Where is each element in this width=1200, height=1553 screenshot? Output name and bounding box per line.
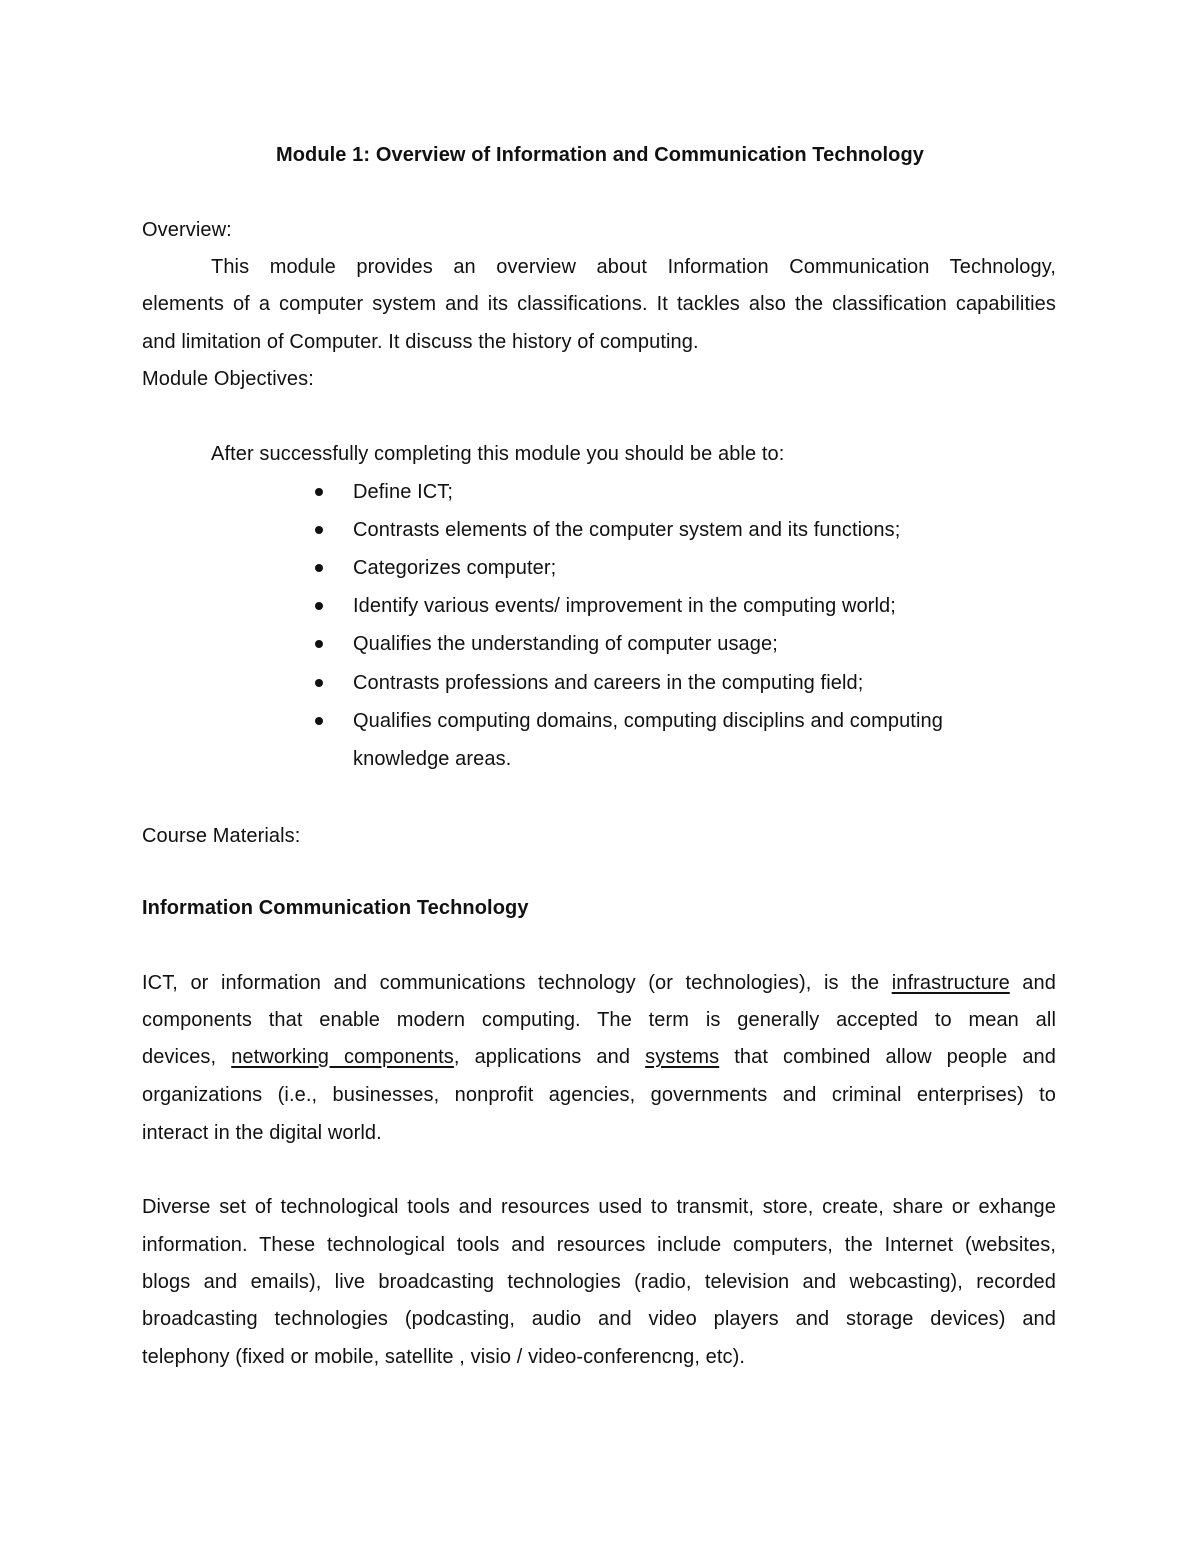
text-run: and [1022,972,1056,994]
text-run: , applications and [453,1046,631,1068]
objective-item: Contrasts elements of the computer system and its functions; [353,519,901,541]
text-run: ICT, or information and communications technology (or technologies), is the [142,972,880,994]
networking-components-link[interactable]: networking components [231,1046,454,1068]
bullet-icon [315,602,323,610]
paragraph1-line [142,1045,1056,1069]
systems-link[interactable]: systems [645,1046,720,1068]
paragraph2-line: information. These technological tools and resources include computers, the Internet (websites, [142,1234,1056,1256]
bullet-icon [315,564,323,572]
paragraph2-line: telephony (fixed or mobile, satellite , visio / video-conferencng, etc). [142,1346,746,1368]
objective-item: Categorizes computer; [353,557,557,579]
bullet-icon [315,488,323,496]
objective-item: Qualifies computing domains, computing disciplins and computing [353,710,943,732]
overview-label: Overview: [142,219,232,241]
objective-item: Contrasts professions and careers in the computing field; [353,672,864,694]
paragraph1-line: organizations (i.e., businesses, nonprofit agencies, governments and criminal enterprises) to [142,1084,1056,1106]
text-run: devices, [142,1046,217,1068]
bullet-icon [315,679,323,687]
paragraph1-line [142,971,1056,995]
paragraph1-line: interact in the digital world. [142,1122,382,1144]
objective-item: Define ICT; [353,481,454,503]
bullet-icon [315,640,323,648]
objective-item-continuation: knowledge areas. [353,748,512,770]
overview-line: and limitation of Computer. It discuss the history of computing. [142,331,699,353]
infrastructure-link[interactable]: infrastructure [891,972,1010,994]
paragraph2-line: broadcasting technologies (podcasting, audio and video players and storage devices) and [142,1308,1056,1330]
overview-line: elements of a computer system and its classifications. It tackles also the classification capabilities [142,293,1056,315]
paragraph1-line: components that enable modern computing. The term is generally accepted to mean all [142,1009,1056,1031]
bullet-icon [315,717,323,725]
paragraph2-line: blogs and emails), live broadcasting technologies (radio, television and webcasting), recorded [142,1271,1056,1293]
overview-line: This module provides an overview about Information Communication Technology, [211,256,1056,278]
paragraph2-line: Diverse set of technological tools and resources used to transmit, store, create, share or exhange [142,1196,1056,1218]
text-run: that combined allow people and [734,1046,1056,1068]
objective-item: Qualifies the understanding of computer usage; [353,633,778,655]
objectives-label: Module Objectives: [142,368,314,390]
page-title: Module 1: Overview of Information and Communication Technology [275,144,925,166]
bullet-icon [315,526,323,534]
course-materials-label: Course Materials: [142,825,301,847]
objective-item: Identify various events/ improvement in the computing world; [353,595,896,617]
objectives-intro: After successfully completing this module you should be able to: [211,443,785,465]
section-heading: Information Communication Technology [142,897,529,919]
